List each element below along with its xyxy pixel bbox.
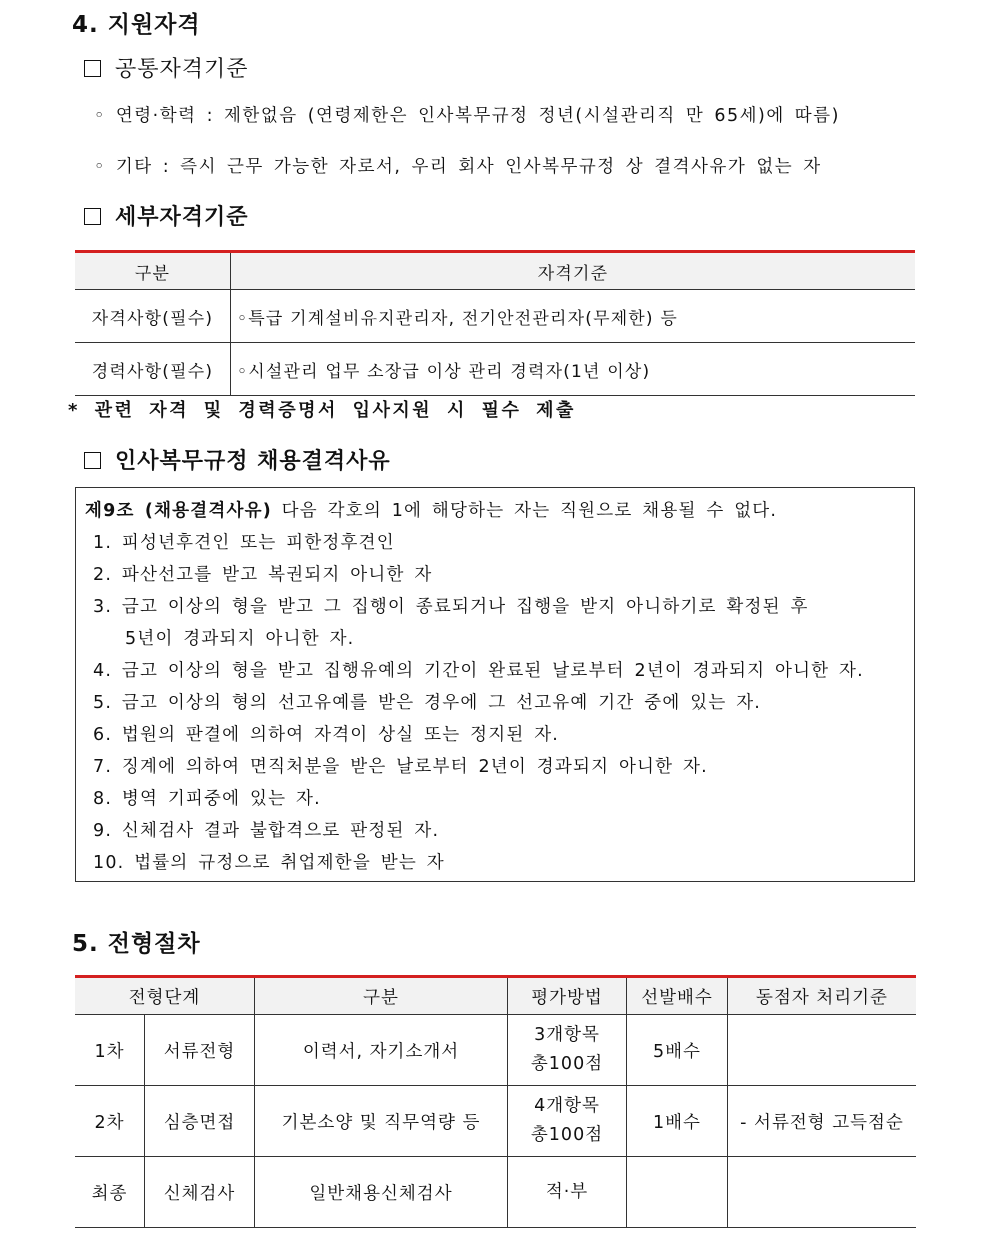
bullet-dot-icon: ◦	[94, 106, 106, 126]
cell-label: 자격사항(필수)	[75, 290, 231, 343]
cell-method: 적·부	[508, 1157, 627, 1228]
table-row	[75, 343, 915, 396]
article-intro: 제9조 (채용결격사유) 다음 각호의 1에 해당하는 자는 직원으로 채용될 수 없다.	[85, 501, 778, 521]
qualification-table	[75, 250, 915, 396]
cell-tie: - 서류전형 고득점순	[728, 1086, 917, 1157]
list-item: 10. 법률의 규정으로 취업제한을 받는 자	[93, 853, 445, 873]
list-item: 2. 파산선고를 받고 복권되지 아니한 자	[93, 565, 433, 585]
cell-ratio: 1배수	[627, 1086, 728, 1157]
header-tie-rule: 동점자 처리기준	[728, 977, 917, 1015]
table-row	[75, 1157, 916, 1228]
table-header-row	[75, 252, 915, 290]
cell-method: 3개항목 총100점	[508, 1015, 627, 1086]
common-criteria-heading: 공통자격기준	[84, 52, 249, 83]
cell-step: 2차	[75, 1086, 145, 1157]
cell-content: 일반채용신체검사	[255, 1157, 508, 1228]
cell-step: 1차	[75, 1015, 145, 1086]
common-bullet-age: ◦ 연령·학력 : 제한없음 (연령제한은 인사복무규정 정년(시설관리직 만 65세)에 따름)	[94, 106, 840, 126]
cell-label: 경력사항(필수)	[75, 343, 231, 396]
checkbox-square-icon	[84, 208, 101, 225]
header-method: 평가방법	[508, 977, 627, 1015]
list-item: 4. 금고 이상의 형을 받고 집행유예의 기간이 완료된 날로부터 2년이 경과되지 아니한 자.	[93, 661, 864, 681]
list-item: 5. 금고 이상의 형의 선고유예를 받은 경우에 그 선고유예 기간 중에 있는 자.	[93, 693, 762, 713]
cell-content: 이력서, 자기소개서	[255, 1015, 508, 1086]
bullet-dot-icon: ◦	[94, 157, 106, 177]
cell-method: 4개항목 총100점	[508, 1086, 627, 1157]
disqualification-heading: 인사복무규정 채용결격사유	[84, 444, 391, 475]
cell-step: 최종	[75, 1157, 145, 1228]
cell-content: 기본소양 및 직무역량 등	[255, 1086, 508, 1157]
table-row	[75, 290, 915, 343]
cell-tie	[728, 1157, 917, 1228]
section-4-title: 4. 지원자격	[72, 12, 201, 38]
list-item: 6. 법원의 판결에 의하여 자격이 상실 또는 정지된 자.	[93, 725, 560, 745]
header-category: 구분	[75, 252, 231, 290]
checkbox-square-icon	[84, 60, 101, 77]
header-stage: 전형단계	[75, 977, 255, 1015]
checkbox-square-icon	[84, 452, 101, 469]
section-5-title: 5. 전형절차	[72, 931, 201, 957]
list-item: 1. 피성년후견인 또는 피한정후견인	[93, 533, 395, 553]
header-criteria: 자격기준	[231, 252, 916, 290]
list-item: 9. 신체검사 결과 불합격으로 판정된 자.	[93, 821, 440, 841]
table-row	[75, 1086, 916, 1157]
detail-criteria-heading: 세부자격기준	[84, 200, 249, 231]
cell-value: ◦특급 기계설비유지관리자, 전기안전관리자(무제한) 등	[231, 290, 916, 343]
cell-name: 신체검사	[145, 1157, 255, 1228]
cell-name: 심층면접	[145, 1086, 255, 1157]
cell-tie	[728, 1015, 917, 1086]
cell-name: 서류전형	[145, 1015, 255, 1086]
list-item: 8. 병역 기피중에 있는 자.	[93, 789, 321, 809]
cell-value: ◦시설관리 업무 소장급 이상 관리 경력자(1년 이상)	[231, 343, 916, 396]
list-item: 3. 금고 이상의 형을 받고 그 집행이 종료되거나 집행을 받지 아니하기로 확정된 후	[93, 597, 809, 617]
header-category: 구분	[255, 977, 508, 1015]
list-item-continued: 5년이 경과되지 아니한 자.	[125, 629, 355, 649]
cell-ratio	[627, 1157, 728, 1228]
required-document-note: * 관련 자격 및 경력증명서 입사지원 시 필수 제출	[68, 400, 576, 421]
selection-process-table	[75, 975, 916, 1228]
list-item: 7. 징계에 의하여 면직처분을 받은 날로부터 2년이 경과되지 아니한 자.	[93, 757, 708, 777]
table-row	[75, 1015, 916, 1086]
disqualification-box	[75, 487, 915, 882]
header-ratio: 선발배수	[627, 977, 728, 1015]
cell-ratio: 5배수	[627, 1015, 728, 1086]
table-header-row	[75, 977, 916, 1015]
common-bullet-other: ◦ 기타 : 즉시 근무 가능한 자로서, 우리 회사 인사복무규정 상 결격사유가 없는 자	[94, 157, 822, 177]
